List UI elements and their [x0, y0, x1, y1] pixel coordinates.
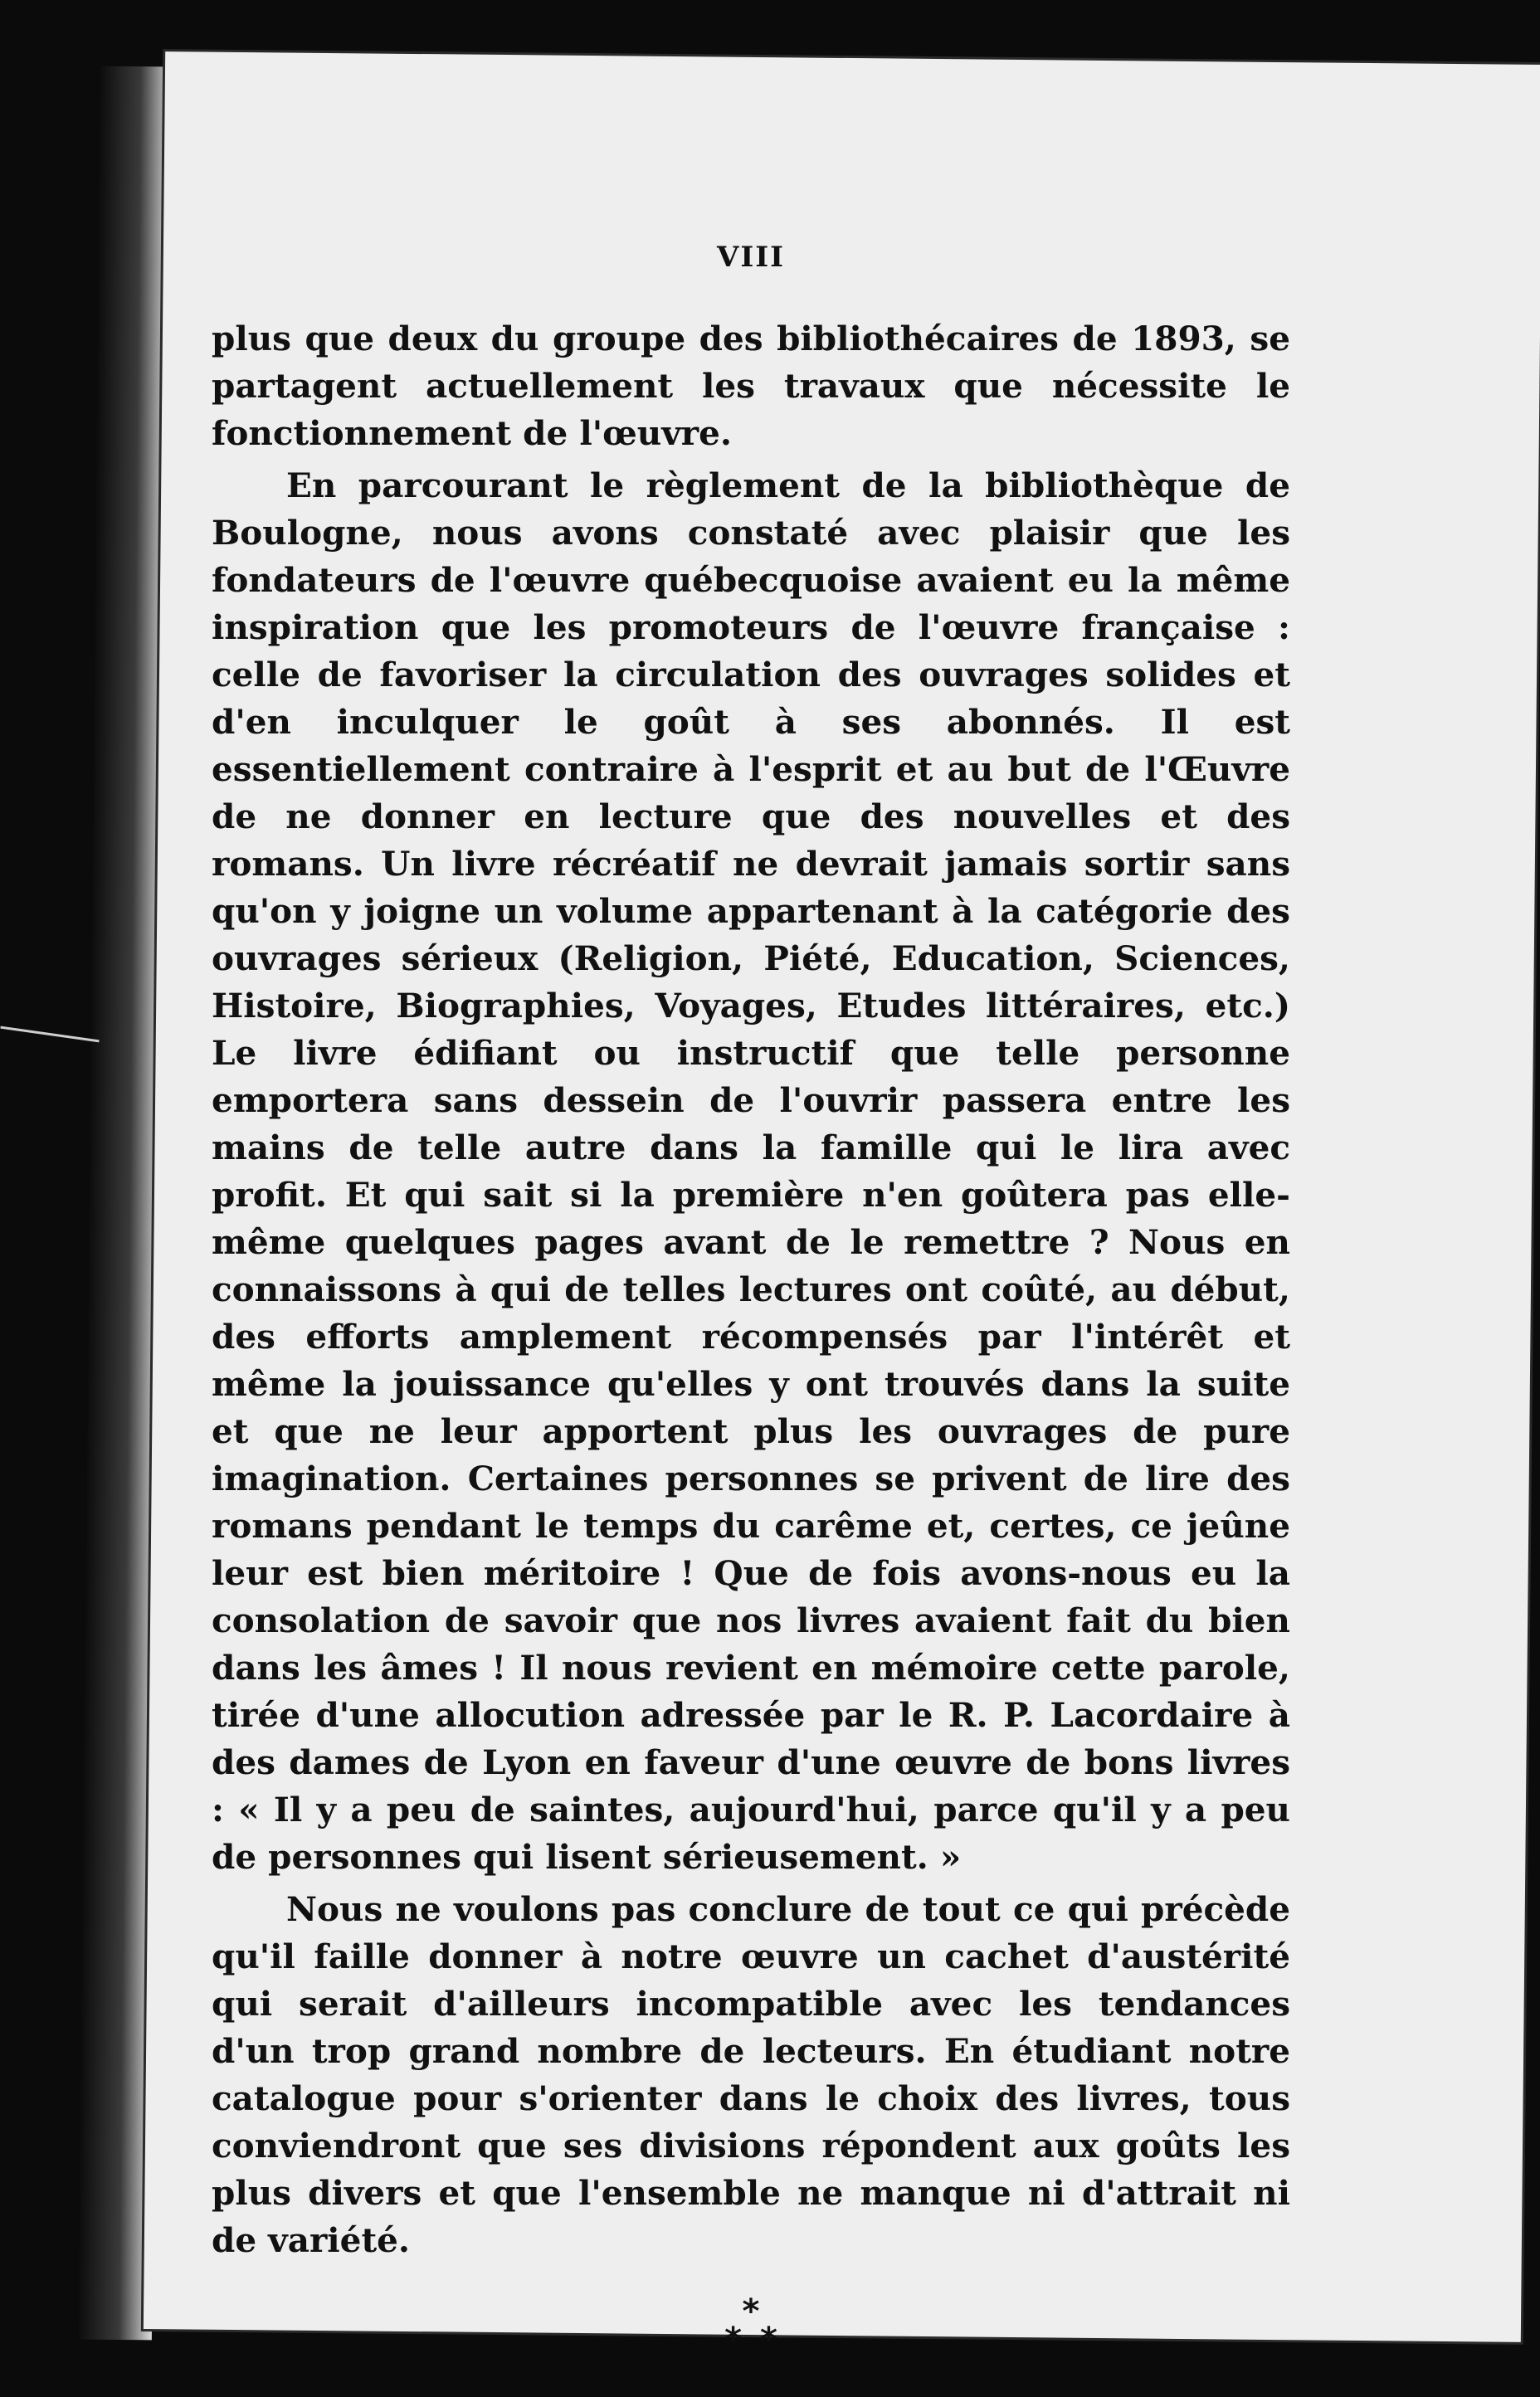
page-content [212, 241, 1290, 2359]
section-ornament [212, 2292, 1290, 2359]
page-number: VIII [716, 241, 786, 274]
paragraph-2: En parcourant le règlement de la bibliothèque de Boulogne, nous avons constaté avec plaisir que les fondateurs de l'œuvre québecquoise avaient eu la même inspiration que les promoteurs de l'œuvre française : celle de favoriser la circulation des ouvrages solides et d'en inculquer le goût à ses abonnés. Il est essentiellement contraire à l'esprit et au but de l'Œuvre de ne donner en lecture que des nouvelles et des romans. Un livre récréatif ne devrait jamais sortir sans qu'on y joigne un volume appartenant à la catégorie des ouvrages sérieux (Religion, Piété, Education, Sciences, Histoire, Biographies, Voyages, Etudes littéraires, etc.) Le livre édifiant ou instructif que telle personne emportera sans dessein de l'ouvrir passera entre les mains de telle autre dans la famille qui le lira avec profit. Et qui sait si la première n'en goûtera pas elle-même quelques pages avant de le remettre ? Nous en connaissons à qui de telles lectures ont coûté, au début, des efforts amplement récompensés par l'intérêt et même la jouissance qu'elles y ont trouvés dans la suite et que ne leur apportent plus les ouvrages de pure imagination. Certaines personnes se privent de lire des romans pendant le temps du carême et, certes, ce jeûne leur est bien méritoire ! Que de fois avons-nous eu la consolation de savoir que nos livres avaient fait du bien dans les âmes ! Il nous revient en mémoire cette parole, tirée d'une allocution adressée par le R. P. Lacordaire à des dames de Lyon en faveur d'une œuvre de bons livres : « Il y a peu de saintes, aujourd'hui, parce qu'il y a peu de personnes qui lisent sérieusement. » [212, 465, 1290, 1877]
ornament-asterisk-top: * [742, 2292, 760, 2331]
scan-artifact-line [0, 1026, 99, 1043]
paragraph-1: plus que deux du groupe des bibliothécaires de 1893, se partagent actuellement les travaux que nécessite le fonctionnement de l'œuvre. [212, 319, 1290, 453]
ornament-asterisks-bottom: ** [724, 2321, 796, 2359]
paragraph-3: Nous ne voulons pas conclure de tout ce qui précède qu'il faille donner à notre œuvre un cachet d'austérité qui serait d'ailleurs incompatible avec les tendances d'un trop grand nombre de lecteurs. En étudiant notre catalogue pour s'orienter dans le choix des livres, tous conviendront que ses divisions répondent aux goûts les plus divers et que l'ensemble ne manque ni d'attrait ni de variété. [212, 1889, 1290, 2260]
